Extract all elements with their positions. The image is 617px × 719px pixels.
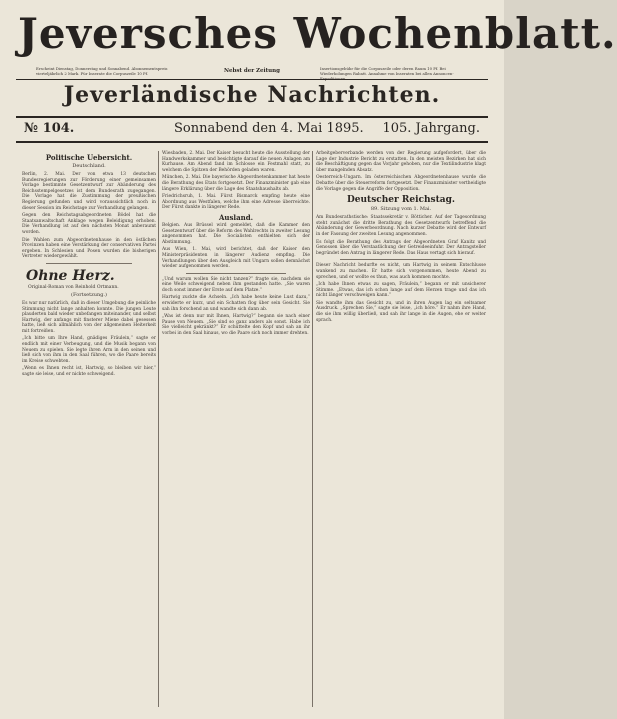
masthead-title: Jeversches Wochenblatt.	[18, 9, 617, 58]
header-divider	[16, 79, 488, 80]
column-divider-1	[158, 151, 159, 707]
article-paragraph: Am Bundesrathstische: Staatssekretär v. Bötticher. Auf der Tagesordnung steht zunächst die dritte Berathung des Gesetzentwurfs betreffend die Abänderung der Gewerbeordnung. Nach kurzer Debatte wird der Entwurf in der Fassung der zweiten Lesung angenommen.	[316, 215, 486, 237]
article-paragraph: Belgien. Aus Brüssel wird gemeldet, daß die Kammer den Gesetzentwurf über die Reform des Wahlrechts in zweiter Lesung angenommen hat. Die Socialisten enthielten sich der Abstimmung.	[162, 222, 310, 245]
issue-number: № 104.	[24, 121, 75, 136]
story-paragraph: „Was ist denn nur mit Ihnen, Hartwig?“ begann sie nach einer Pause von Neuem. „Sie sind so ganz anders als sonst. Habe ich Sie vielleicht gekränkt?“ Er schüttelte den Kopf und sah an ihr vorbei in den Saal hinaus, wo die Paare sich noch immer drehten.	[162, 314, 310, 337]
story-paragraph: Es war nur natürlich, daß in dieser Umgebung die peinliche Stimmung nicht lange anhalten konnte. Die jungen Leute plauderten bald wieder unbefangen miteinander, und selbst Hartwig, der anfangs mit finsterer Miene dabei gesessen hatte, ließ sich allmählich von der allgemeinen Heiterkeit mit fortreißen.	[22, 300, 156, 334]
column-divider-2	[312, 151, 313, 707]
section-heading-politics: Politische Uebersicht.	[45, 153, 133, 162]
header-right-note: Insertionsgebühr für die Corpuszeile oder deren Raum 10 Pf. Bei Wiederholungen Rabatt. Annahme von Inseraten bei allen Annoncen-	[320, 66, 454, 76]
story-divider	[186, 273, 286, 274]
article-paragraph: München, 2. Mai. Die bayerische Abgeordnetenkammer hat heute die Berathung des Etats fortgesetzt. Der Finanzminister gab eine längere Erklärung über die Lage des Staatshaushalts ab.	[162, 175, 310, 192]
issue-volume: 105. Jahrgang.	[382, 121, 480, 136]
article-paragraph: Wiesbaden, 2. Mai. Der Kaiser besucht heute die Ausstellung der Handwerkskammer und besichtigte darauf die neuen Anlagen am Kurhause. Am Abend fand im Schlosse ein Festmahl statt, zu welchem die Spitzen der Behörden geladen waren.	[162, 151, 310, 173]
article-paragraph: Arbeitgeberverbande werden von der Regierung aufgefordert, über die Lage der Industrie Bericht zu erstatten. In den meisten Bezirken hat sich die Beschäftigung gegen das Vorjahr gehoben, nur die Textilindustrie klagt über mangelnden Absatz.	[316, 151, 486, 173]
issue-date: Sonnabend den 4. Mai 1895.	[174, 121, 364, 136]
story-paragraph: „Und warum wollen Sie nicht tanzen?“ fragte sie, nachdem sie eine Weile schweigend neben ihm gestanden hatte. „Sie waren doch sonst immer der Erste auf dem Platze.“	[162, 276, 310, 293]
section-subheading-session: 89. Sitzung vom 1. Mai.	[370, 206, 432, 213]
issue-bar	[18, 119, 486, 139]
article-paragraph: Gegen den Reichstagsabgeordneten Bödel hat die Staatsanwaltschaft Anklage wegen Beleidigung erhoben. Die Verhandlung ist auf den nächsten Monat anberaumt worden.	[22, 213, 156, 235]
story-paragraph: „Ich bitte um Ihre Hand, gnädiges Fräulein,“ sagte er endlich mit einer Verbeugung, und die Musik begann von Neuem zu spielen. Sie legte ihren Arm in den seinen und ließ sich von ihm in den Saal führen, wo die Paare bereits im Kreise schwebten.	[22, 336, 156, 364]
article-paragraph: Es folgt die Berathung des Antrags der Abgeordneten Graf Kanitz und Genossen über die Verstaatlichung der Getreideeinfuhr. Der Antragsteller begründet den Antrag in längerer Rede. Das Haus vertagt sich hierauf.	[316, 239, 486, 256]
story-paragraph: Dieser Nachricht bedurfte es nicht, um Hartwig in seinem Entschlusse wankend zu machen. Er hatte sich vorgenommen, heute Abend zu sprechen, und er wollte es thun, was auch kommen mochte.	[316, 263, 486, 280]
column-1	[22, 151, 156, 707]
subtitle: Jeverländische Nachrichten.	[63, 82, 441, 108]
story-title: Ohne Herz.	[26, 267, 115, 284]
issue-bar-bottom-rule	[16, 141, 488, 143]
story-divider	[340, 259, 462, 260]
article-paragraph: Die Wahlen zum Abgeordnetenhause in den östlichen Provinzen haben eine Verstärkung der conservativen Partei ergeben. In Schlesien und Posen wurden die bisherigen Vertreter wiedergewählt.	[22, 237, 156, 260]
article-paragraph: Aus Wien, 1. Mai, wird berichtet, daß der Kaiser den Ministerpräsidenten in längerer Audienz empfing. Die Verhandlungen über den Ausgleich mit Ungarn sollen demnächst wieder aufgenommen werden.	[162, 247, 310, 270]
column-3	[316, 151, 486, 707]
story-paragraph: Hartwig zuckte die Achseln. „Ich habe heute keine Lust dazu,“ erwiderte er kurz, und ein Schatten flog über sein Gesicht. Sie sah ihn forschend an und wandte sich dann ab.	[162, 295, 310, 312]
section-subheading-germany: Deutschland.	[72, 163, 106, 169]
story-divider	[46, 263, 132, 264]
column-2	[162, 151, 310, 707]
section-heading-reichstag: Deutscher Reichstag.	[346, 195, 456, 206]
story-continuation: (Fortsetzung.)	[71, 291, 107, 298]
story-subtitle: Original-Roman von Reinhold Ortmann.	[28, 284, 119, 290]
article-paragraph: Berlin, 2. Mai. Der von etwa 13 deutschen Bundesregierungen zur Förderung einer gemeinsamen Vorlage bestimmte Gesetzentwurf zur Abänderung des Reichsstempelgesetzes ist dem Bundesrath zugegangen. Die Vorlage hat die Zustimmung der preußischen Regierung gefunden und wird voraussichtlich noch in dieser Session im Reichstage zur Verhandlung gelangen.	[22, 172, 156, 211]
section-heading-foreign: Ausland.	[218, 212, 254, 222]
issue-bar-top-rule	[16, 116, 488, 118]
header-left-note: Erscheint Dienstag, Donnerstag und Sonnabend. Abonnementspreis vierteljährlich 2 Mark. Für Inserate die Corpuszeile 10 Pf.	[36, 66, 168, 76]
article-paragraph: Friedrichsruh, 1. Mai. Fürst Bismarck empfing heute eine Abordnung aus Westfalen, welche ihm eine Adresse überreichte. Der Fürst dankte in längerer Rede.	[162, 194, 310, 211]
header-center-note: Nebst der Zeitung	[223, 68, 281, 74]
story-paragraph: Sie wandte ihm das Gesicht zu, und in ihren Augen lag ein seltsamer Ausdruck. „Sprechen Sie,“ sagte sie leise, „ich höre.“ Er nahm ihre Hand, die sie ihm willig überließ, und sah ihr lange in die Augen, ehe er weiter sprach.	[316, 300, 486, 323]
article-paragraph: Oesterreich-Ungarn. Im österreichischen Abgeordnetenhause wurde die Debatte über die Steuerreform fortgesetzt. Der Finanzminister vertheidigte die Vorlage gegen die Angriffe der Opposition.	[316, 175, 486, 192]
story-paragraph: „Wenn es Ihnen recht ist, Hartwig, so bleiben wir hier,“ sagte sie leise, und er nickte schweigend.	[22, 366, 156, 378]
story-paragraph: „Ich habe Ihnen etwas zu sagen, Fräulein,“ begann er mit unsicherer Stimme. „Etwas, das ich schon lange auf dem Herzen trage und das ich nicht länger verschweigen kann.“	[316, 282, 486, 299]
